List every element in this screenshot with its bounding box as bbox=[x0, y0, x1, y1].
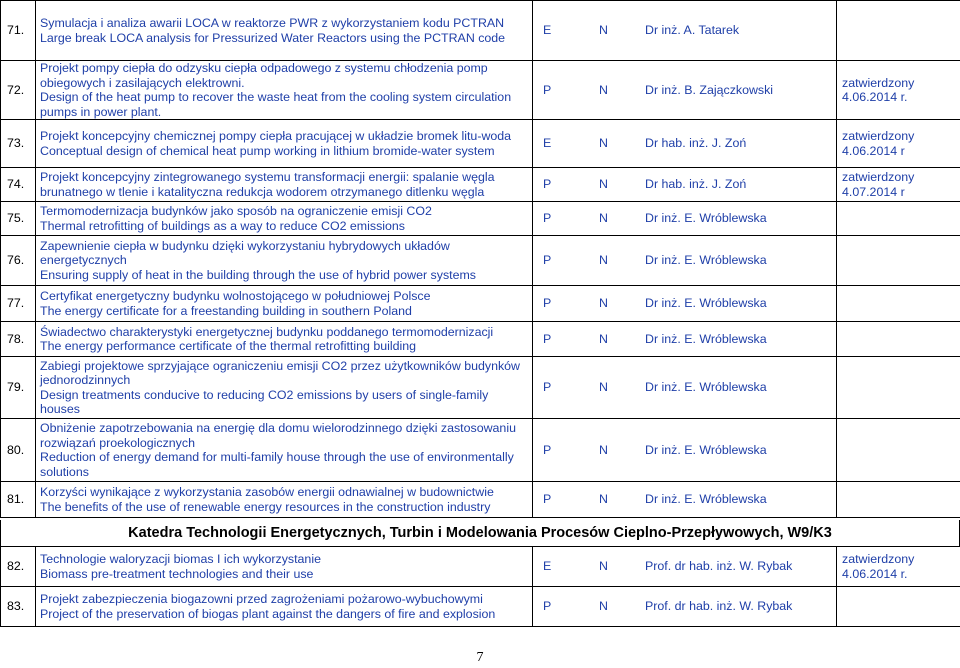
topic-meta-cell bbox=[533, 61, 837, 120]
topic-title-cell bbox=[36, 587, 533, 627]
table-row bbox=[1, 357, 960, 419]
topic-title-pl: Termomodernizacja budynków jako sposób na ograniczenie emisji CO2 bbox=[40, 204, 432, 218]
topic-meta-cell bbox=[533, 547, 837, 587]
topic-meta-cell bbox=[533, 482, 837, 518]
supervisor: Dr hab. inż. J. Zoń bbox=[645, 177, 747, 192]
table-row bbox=[1, 547, 960, 587]
topic-title-cell bbox=[36, 120, 533, 168]
topic-title-en: Project of the preservation of biogas plant against the dangers of fire and explosion bbox=[40, 606, 496, 621]
topic-meta-cell bbox=[533, 587, 837, 627]
topic-title-en: The energy certificate for a freestanding building in southern Poland bbox=[40, 303, 412, 318]
row-number: 75. bbox=[1, 202, 36, 236]
supervisor: Dr inż. B. Zajączkowski bbox=[645, 82, 774, 97]
approval-cell bbox=[837, 322, 960, 357]
topic-title-cell bbox=[36, 547, 533, 587]
language-code: P bbox=[543, 492, 552, 507]
topic-type: N bbox=[599, 253, 608, 268]
topic-title-pl: Świadectwo charakterystyki energetycznej budynku poddanego termomodernizacji bbox=[40, 324, 494, 339]
approval-cell bbox=[837, 168, 960, 202]
topic-title-cell bbox=[36, 168, 533, 202]
table-row bbox=[1, 419, 960, 482]
topic-title-pl: Certyfikat energetyczny budynku wolnostojącego w południowej Polsce bbox=[40, 289, 431, 303]
approval-cell bbox=[837, 587, 960, 627]
approval-cell bbox=[837, 202, 960, 236]
approval-date: 4.06.2014 r. bbox=[842, 90, 908, 104]
topic-title-cell bbox=[36, 61, 533, 120]
row-number: 74. bbox=[1, 168, 36, 202]
approval-cell bbox=[837, 286, 960, 322]
approval-cell bbox=[837, 236, 960, 286]
language-code: P bbox=[543, 253, 552, 268]
approval-status: zatwierdzony bbox=[842, 75, 915, 90]
language-code: P bbox=[543, 82, 552, 97]
table-row bbox=[1, 482, 960, 518]
row-number: 83. bbox=[1, 587, 36, 627]
topic-type: N bbox=[599, 442, 608, 457]
row-number: 79. bbox=[1, 357, 36, 419]
approval-cell bbox=[837, 419, 960, 482]
topic-title-pl: Zabiegi projektowe sprzyjające ograniczeniu emisji CO2 przez użytkowników budynków jednorodzinnych bbox=[40, 358, 521, 387]
approval-cell bbox=[837, 357, 960, 419]
supervisor: Dr inż. E. Wróblewska bbox=[645, 211, 767, 226]
approval-status: zatwierdzony bbox=[842, 552, 915, 566]
supervisor: Dr inż. E. Wróblewska bbox=[645, 296, 767, 311]
table-row bbox=[1, 587, 960, 627]
approval-date: 4.06.2014 r. bbox=[842, 566, 908, 581]
row-number: 76. bbox=[1, 236, 36, 286]
topic-type: N bbox=[599, 136, 608, 151]
topic-title-cell bbox=[36, 357, 533, 419]
topic-title-en: Reduction of energy demand for multi-family house through the use of environmentally solutions bbox=[40, 450, 514, 479]
language-code: E bbox=[543, 136, 552, 151]
topic-title-pl: Projekt koncepcyjny chemicznej pompy ciepła pracującej w układzie bromek litu-woda bbox=[40, 129, 512, 143]
approval-cell bbox=[837, 120, 960, 168]
row-number: 72. bbox=[1, 61, 36, 120]
table-row bbox=[1, 322, 960, 357]
topic-title-en: Biomass pre-treatment technologies and their use bbox=[40, 566, 314, 581]
supervisor: Dr inż. A. Tatarek bbox=[645, 23, 740, 38]
topic-title-pl: Projekt zabezpieczenia biogazowni przed zagrożeniami pożarowo-wybuchowymi bbox=[40, 592, 483, 606]
table-row bbox=[1, 120, 960, 168]
supervisor: Dr inż. E. Wróblewska bbox=[645, 380, 767, 395]
language-code: P bbox=[543, 211, 552, 226]
topic-type: N bbox=[599, 211, 608, 226]
topic-type: N bbox=[599, 23, 608, 38]
topic-title-pl: Symulacja i analiza awarii LOCA w reaktorze PWR z wykorzystaniem kodu PCTRAN bbox=[40, 16, 505, 30]
table-row bbox=[1, 168, 960, 202]
supervisor: Dr inż. E. Wróblewska bbox=[645, 331, 767, 346]
topic-title-en: Design of the heat pump to recover the waste heat from the cooling system circulation pumps in power plant. bbox=[40, 90, 512, 119]
approval-cell bbox=[837, 482, 960, 518]
topic-meta-cell bbox=[533, 236, 837, 286]
topic-type: N bbox=[599, 380, 608, 395]
approval-status: zatwierdzony bbox=[842, 170, 915, 184]
topic-type: N bbox=[599, 177, 608, 192]
topic-meta-cell bbox=[533, 120, 837, 168]
supervisor: Dr inż. E. Wróblewska bbox=[645, 253, 767, 268]
topic-title-pl: Technologie waloryzacji biomas I ich wykorzystanie bbox=[40, 552, 321, 566]
table-row bbox=[1, 236, 960, 286]
topic-type: N bbox=[599, 296, 608, 311]
supervisor: Dr inż. E. Wróblewska bbox=[645, 442, 767, 457]
language-code: E bbox=[543, 23, 552, 38]
page-number: 7 bbox=[476, 650, 484, 665]
topic-title-pl: Zapewnienie ciepła w budynku dzięki wykorzystaniu hybrydowych układów energetycznych bbox=[40, 238, 450, 268]
row-number: 82. bbox=[1, 547, 36, 587]
topic-type: N bbox=[599, 82, 608, 97]
row-number: 77. bbox=[1, 286, 36, 322]
topics-table-bottom bbox=[0, 546, 960, 627]
language-code: P bbox=[543, 177, 552, 192]
topic-type: N bbox=[599, 559, 608, 574]
table-row bbox=[1, 1, 960, 61]
topic-meta-cell bbox=[533, 286, 837, 322]
language-code: P bbox=[543, 380, 552, 395]
topic-title-pl: Obniżenie zapotrzebowania na energię dla domu wielorodzinnego dzięki zastosowaniu rozwiązań proekologicznych bbox=[40, 421, 516, 450]
topic-title-en: Thermal retrofitting of buildings as a way to reduce CO2 emissions bbox=[40, 218, 405, 233]
language-code: P bbox=[543, 442, 552, 457]
topic-title-cell bbox=[36, 236, 533, 286]
supervisor: Dr hab. inż. J. Zoń bbox=[645, 136, 747, 151]
topic-title-cell bbox=[36, 286, 533, 322]
topic-title-cell bbox=[36, 322, 533, 357]
topic-title-en: The energy performance certificate of the thermal retrofitting building bbox=[40, 339, 417, 353]
language-code: E bbox=[543, 559, 552, 574]
row-number: 81. bbox=[1, 482, 36, 518]
topic-title-cell bbox=[36, 1, 533, 61]
supervisor: Prof. dr hab. inż. W. Rybak bbox=[645, 559, 793, 574]
department-heading: Katedra Technologii Energetycznych, Turbin i Modelowania Procesów Cieplno-Przepływowych, W9/K3 bbox=[0, 520, 960, 546]
topic-meta-cell bbox=[533, 357, 837, 419]
table-row bbox=[1, 202, 960, 236]
topic-title-en: Design treatments conducive to reducing CO2 emissions by users of single-family houses bbox=[40, 387, 489, 416]
topic-title-pl: Projekt pompy ciepła do odzysku ciepła odpadowego z systemu chłodzenia pomp obiegowych i zasilających elektrowni. bbox=[40, 61, 488, 90]
topic-title-cell bbox=[36, 419, 533, 482]
topic-meta-cell bbox=[533, 1, 837, 61]
approval-date: 4.07.2014 r bbox=[842, 184, 905, 199]
row-number: 71. bbox=[1, 1, 36, 61]
table-row bbox=[1, 286, 960, 322]
topic-title-en: Ensuring supply of heat in the building through the use of hybrid power systems bbox=[40, 267, 476, 282]
topic-type: N bbox=[599, 599, 608, 614]
topic-title-en: Conceptual design of chemical heat pump working in lithium bromide-water system bbox=[40, 143, 495, 158]
topic-title-en: The benefits of the use of renewable energy resources in the construction industry bbox=[40, 499, 491, 514]
approval-date: 4.06.2014 r bbox=[842, 143, 905, 158]
supervisor: Prof. dr hab. inż. W. Rybak bbox=[645, 599, 793, 614]
supervisor: Dr inż. E. Wróblewska bbox=[645, 492, 767, 507]
topic-title-cell bbox=[36, 202, 533, 236]
language-code: P bbox=[543, 599, 552, 614]
language-code: P bbox=[543, 296, 552, 311]
topic-type: N bbox=[599, 492, 608, 507]
topic-type: N bbox=[599, 331, 608, 346]
approval-cell bbox=[837, 547, 960, 587]
topic-title-cell bbox=[36, 482, 533, 518]
language-code: P bbox=[543, 331, 552, 346]
row-number: 80. bbox=[1, 419, 36, 482]
approval-cell bbox=[837, 1, 960, 61]
approval-cell bbox=[837, 61, 960, 120]
topic-title-en: Large break LOCA analysis for Pressurized Water Reactors using the PCTRAN code bbox=[40, 30, 506, 45]
topic-meta-cell bbox=[533, 322, 837, 357]
topic-meta-cell bbox=[533, 419, 837, 482]
topic-meta-cell bbox=[533, 202, 837, 236]
table-row bbox=[1, 61, 960, 120]
topic-title-pl: Korzyści wynikające z wykorzystania zasobów energii odnawialnej w budownictwie bbox=[40, 485, 494, 499]
row-number: 78. bbox=[1, 322, 36, 357]
topic-title-pl: Projekt koncepcyjny zintegrowanego systemu transformacji energii: spalanie węgla brunatnego w tlenie i katalityczna redukcja wodorem otrzymanego ditlenku węgla bbox=[40, 170, 495, 199]
row-number: 73. bbox=[1, 120, 36, 168]
approval-status: zatwierdzony bbox=[842, 129, 915, 143]
topic-meta-cell bbox=[533, 168, 837, 202]
